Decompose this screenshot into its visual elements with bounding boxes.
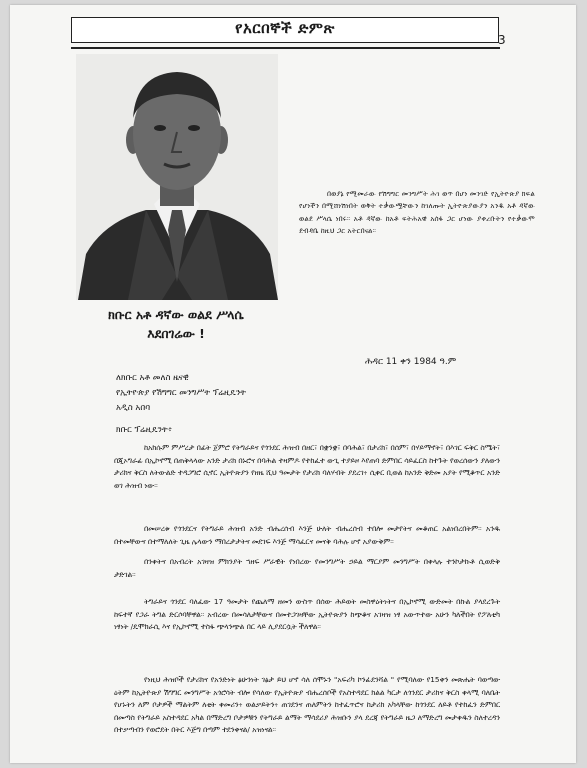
portrait-photo [76,54,278,300]
letter-salutation: ክቡር ፕሬዚዴንት፥ [116,425,173,435]
letter-paragraph: ከአክሱም ምሥረታ በፊት ጀምሮ የትግራይና የጎንደር ሕዝብ በዘር፣ በቋንቋ፣ በባሕል፣ በታሪክ፣ በሰም፣ በሃይማኖት፣ በእገር ፍቅር ስሜት፣ በጂኦግራፊ በኢኮኖሚ በጠቅላላው አንድ ታሪክ በኑሮና በባሕል ተዛምዶ የተከፈተ ውጊ ተያይዞ እየጠባ ድምበር ሳይፈርስ ከተጉት የወረሰውን ያለውን ታሪክና ቅርስ ለትውልድ ተዳጋግሮ ሲኖር ኢትዮጵያን የዘዜ ሺህ ዓመታት የታሪክ ባለሃብት ያደረገ፥ ሲቀር ቢወል ከአንድ ቅድመ አያት የሚቆጥር አንድ ወገ ሕዝብ ነው። [114,443,500,490]
photo-caption [66,305,286,343]
newsletter-title: የአርበኞች ድምጽ [235,19,335,37]
letter-recipient [116,371,246,416]
letter-paragraph: በንቀትና በአብረት አገዛዝ ምክንያት ኀዘፍ ሥራዊት የነበረው የመንግሥት ኃይል ማርያም መንግሥት በቀላሉ ተንኮታኩቶ ሲወድቅ ታድገል። [114,557,500,579]
caption-greeting: እደበገሬው ! [147,326,205,341]
letter-paragraph: ትግራይና ጎንደር ባለፈው 17 ዓመታት የጨለማ ዘመን ውስጥ በሰው ሕይወት መስዋዕትነትና በኢኮኖሚ ውድመት በኩል ያላደረጉት ከፍተኛ የጋራ ትግል ድርሶባቸዋል። አብረው በመሳለታቸውና በመተጋገዛቸው ኢትዮጵያን ከጭቆና አገዛዝ ነፃ አውጥተው አሁን ካለችበት የፖለቲካ ነፃነት /ዴሞክራሲ እና የኢኮኖሚ ተስፋ ጭላንጭል በር ላይ ሊያደርሷት ችለዋል። [114,597,500,631]
masthead [71,17,499,43]
photo-side-note: በወያኔ የሚመራው የሽግግር መንግሥት ሕገ ወጥ በሆነ መንገድ የኢትዮጵያ ክፍል የሆነችን በሚሸነሽነበት ወቅት ተቃውሟቸውን ከገለጡት ኢትዮጵያውያን አንዱ አቶ ዳኛው ወልደ ሥላሴ ነበሩ። አቶ ዳኛው ከአቶ ፍትሕአዊ አሰፋ ጋር ሆነው ያቀረቡትን የተቃውሞ ደብዳቤ ከዚህ ጋር አትርበናል። [299,189,535,236]
recipient-name: ለክቡር አቶ መለስ ዜናዊ [116,373,189,383]
letter-paragraph: የነዚህ ሕዝቦች የታሪክና የአንድነት ፅሁንነት ገፅታ ይህ ሆኖ ሳለ ሰሞኑን "አፍሪካ ኮንፊደንሻል " የሚባለው የ15ቀን መጽሔት ባወጣው ዕትም ከኢትዮጵያ ሽግግር መንግሥት አጎሮሳት ብሎ የሳለው የኢትዮጵያ ብሔረሰቦች የአስተዳደር ክልል ካርታ ለጎንደር ታሪክና ቅርስ ቀላሚ ባለቤት የሆኑትን ለም ቦታዎች ማልትም ለቲት ቀመሪን፥ ወልቃይትን፥ ጠገደንና ጠለምትን ከተፈጥሮና ከታሪክ አካላቸው ከጎንደር ለይቶ የተከፈን ድምበር በመጣስ የትግራይ አስተዳደር አካል በማድረግ ቦታዎቹን የትግራይ ልማት ማሳደሪያ ሕዝቡን ያላ ደረጃ የትግራይ ዜጋ ለማድረግ መታቀዱን ስለተረዳን በተቃጣብን የወሮደት በትር እጅግ በጣም ተደንቀናል/ አዝነናል። [114,675,500,734]
masthead-rule [71,47,500,49]
letter-date: ሕዳር 11 ቀን 1984 ዓ.ም [365,357,457,367]
page-number: 3 [498,33,506,47]
newsletter-page [10,5,576,763]
portrait-photo-icon [76,54,278,300]
caption-name: ክቡር አቶ ዳኛው ወልደ ሥላሴ [108,307,244,322]
recipient-city: አዲስ አበባ [116,403,151,413]
letter-paragraph: በመሠረቱ የጎንደርና የትግራይ ሕዝብ አንድ ብሔረሰብ እንጅ ሁለት ብሔረሰብ ተበሎ መታየትና መቆጠር አልነበረበትም። አንዱ በተመቸውና በተማለለት ጊዜ ሌላውን ማበረታታትና መደገፍ እንጅ ማሳፈርና መናቅ ባሕሉ ሆኖ አያውቅም። [114,524,500,546]
recipient-title: የኢትዮጵያ የሽግግር መንግሥት ፕሬዚዴንት [116,388,247,398]
